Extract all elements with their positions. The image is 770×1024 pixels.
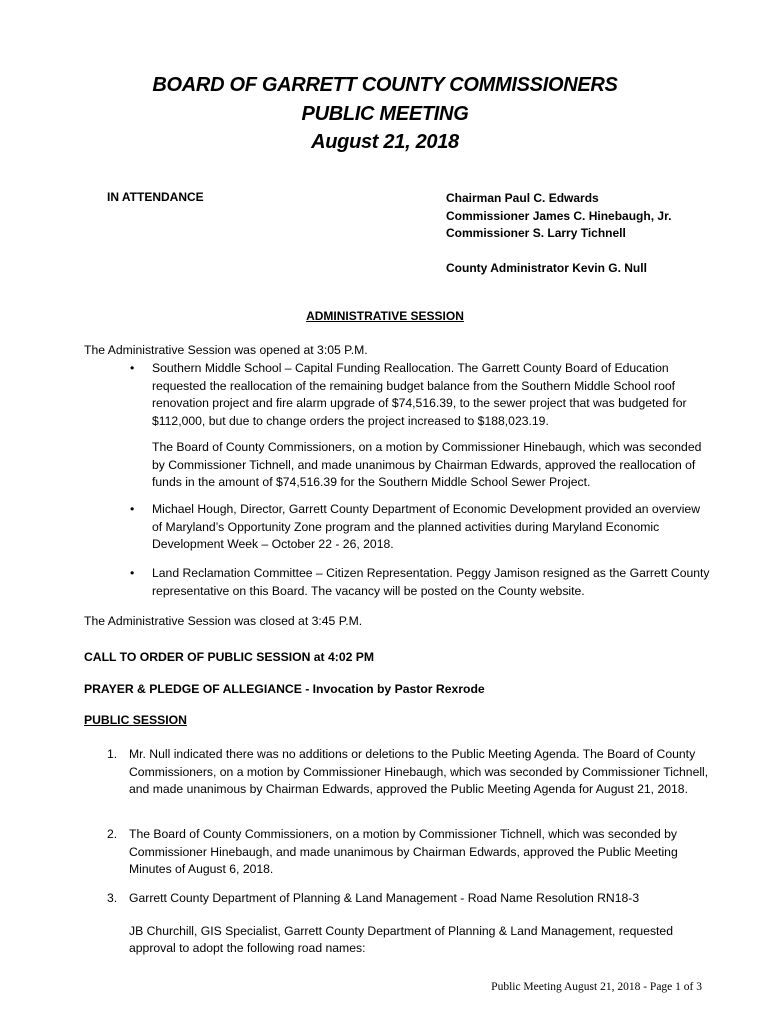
admin-session-bullets-3 bbox=[120, 565, 710, 600]
attendee-commissioner-tichnell: Commissioner S. Larry Tichnell bbox=[446, 226, 626, 240]
document-title-board: BOARD OF GARRETT COUNTY COMMISSIONERS bbox=[152, 74, 618, 96]
attendance-list bbox=[446, 190, 671, 277]
prayer-and-pledge: PRAYER & PLEDGE OF ALLEGIANCE - Invocation by Pastor Rexrode bbox=[84, 682, 485, 696]
attendance-label: IN ATTENDANCE bbox=[107, 190, 204, 204]
public-session-items-2 bbox=[95, 826, 710, 879]
bullet-text: Michael Hough, Director, Garrett County Department of Economic Development provided an overview of Maryland’s Opportunity Zone program and the planned activities during Maryland Economic Development Week – October 22 - 26, 2018. bbox=[152, 502, 701, 551]
item-number: 1. bbox=[107, 747, 118, 761]
document-title-date: August 21, 2018 bbox=[311, 131, 459, 153]
item-number: 2. bbox=[107, 827, 118, 841]
item-number: 3. bbox=[107, 891, 118, 905]
document-title-meeting: PUBLIC MEETING bbox=[301, 103, 469, 125]
public-session-items-3 bbox=[95, 890, 710, 958]
bullet-icon: • bbox=[130, 502, 135, 516]
bullet-followup: The Board of County Commissioners, on a motion by Commissioner Hinebaugh, which was seconded by Commissioner Tichnell, and made unanimous by Chairman Edwards, approved the reallocation of funds in the amount of $74,516.39 for the Southern Middle School Sewer Project. bbox=[152, 440, 702, 489]
page-footer: Public Meeting August 21, 2018 - Page 1 of 3 bbox=[491, 981, 702, 993]
item-text: Mr. Null indicated there was no additions or deletions to the Public Meeting Agenda. The Board of County Commissioners, on a motion by Commissioner Hinebaugh, which was seconded by Commissioner Tichnell, and made unanimous by Chairman Edwards, approved the Public Meeting Agenda for August 21, 2018. bbox=[129, 747, 709, 796]
attendee-commissioner-hinebaugh: Commissioner James C. Hinebaugh, Jr. bbox=[446, 208, 672, 223]
attendee-administrator: County Administrator Kevin G. Null bbox=[446, 260, 647, 275]
admin-session-closed: The Administrative Session was closed at 3:45 P.M. bbox=[84, 614, 363, 628]
bullet-icon: • bbox=[130, 361, 135, 375]
admin-session-bullets bbox=[120, 360, 710, 492]
item-text: The Board of County Commissioners, on a motion by Commissioner Tichnell, which was seconded by Commissioner Hinebaugh, and made unanimous by Chairman Edwards, approved the Public Meeting Minutes of August 6, 2018. bbox=[129, 827, 678, 876]
call-to-order: CALL TO ORDER OF PUBLIC SESSION at 4:02 PM bbox=[84, 650, 375, 664]
list-item bbox=[120, 565, 710, 600]
public-session-heading: PUBLIC SESSION bbox=[84, 713, 187, 727]
public-session-items bbox=[95, 746, 710, 799]
bullet-icon: • bbox=[130, 566, 135, 580]
list-item bbox=[95, 826, 710, 879]
bullet-text: Land Reclamation Committee – Citizen Representation. Peggy Jamison resigned as the Garrett County representative on this Board. The vacancy will be posted on the County website. bbox=[152, 566, 710, 598]
attendee-chairman: Chairman Paul C. Edwards bbox=[446, 191, 599, 205]
list-item bbox=[120, 501, 710, 554]
bullet-text: Southern Middle School – Capital Funding Reallocation. The Garrett County Board of Education requested the reallocation of the remaining budget balance from the Southern Middle School roof renovation project and fire alarm upgrade of $74,516.39, to the sewer project that was budgeted for $112,000, but due to change orders the project increased to $188,023.19. bbox=[152, 361, 687, 428]
admin-session-bullets-2 bbox=[120, 501, 710, 554]
administrative-session-heading: ADMINISTRATIVE SESSION bbox=[306, 309, 464, 323]
item-followup: JB Churchill, GIS Specialist, Garrett County Department of Planning & Land Management, requested approval to adopt the following road names: bbox=[129, 923, 673, 955]
list-item bbox=[95, 746, 710, 799]
admin-session-opened: The Administrative Session was opened at 3:05 P.M. bbox=[84, 343, 368, 357]
list-item bbox=[120, 360, 710, 492]
item-text: Garrett County Department of Planning & Land Management - Road Name Resolution RN18-3 bbox=[129, 891, 640, 905]
list-item bbox=[95, 890, 710, 958]
